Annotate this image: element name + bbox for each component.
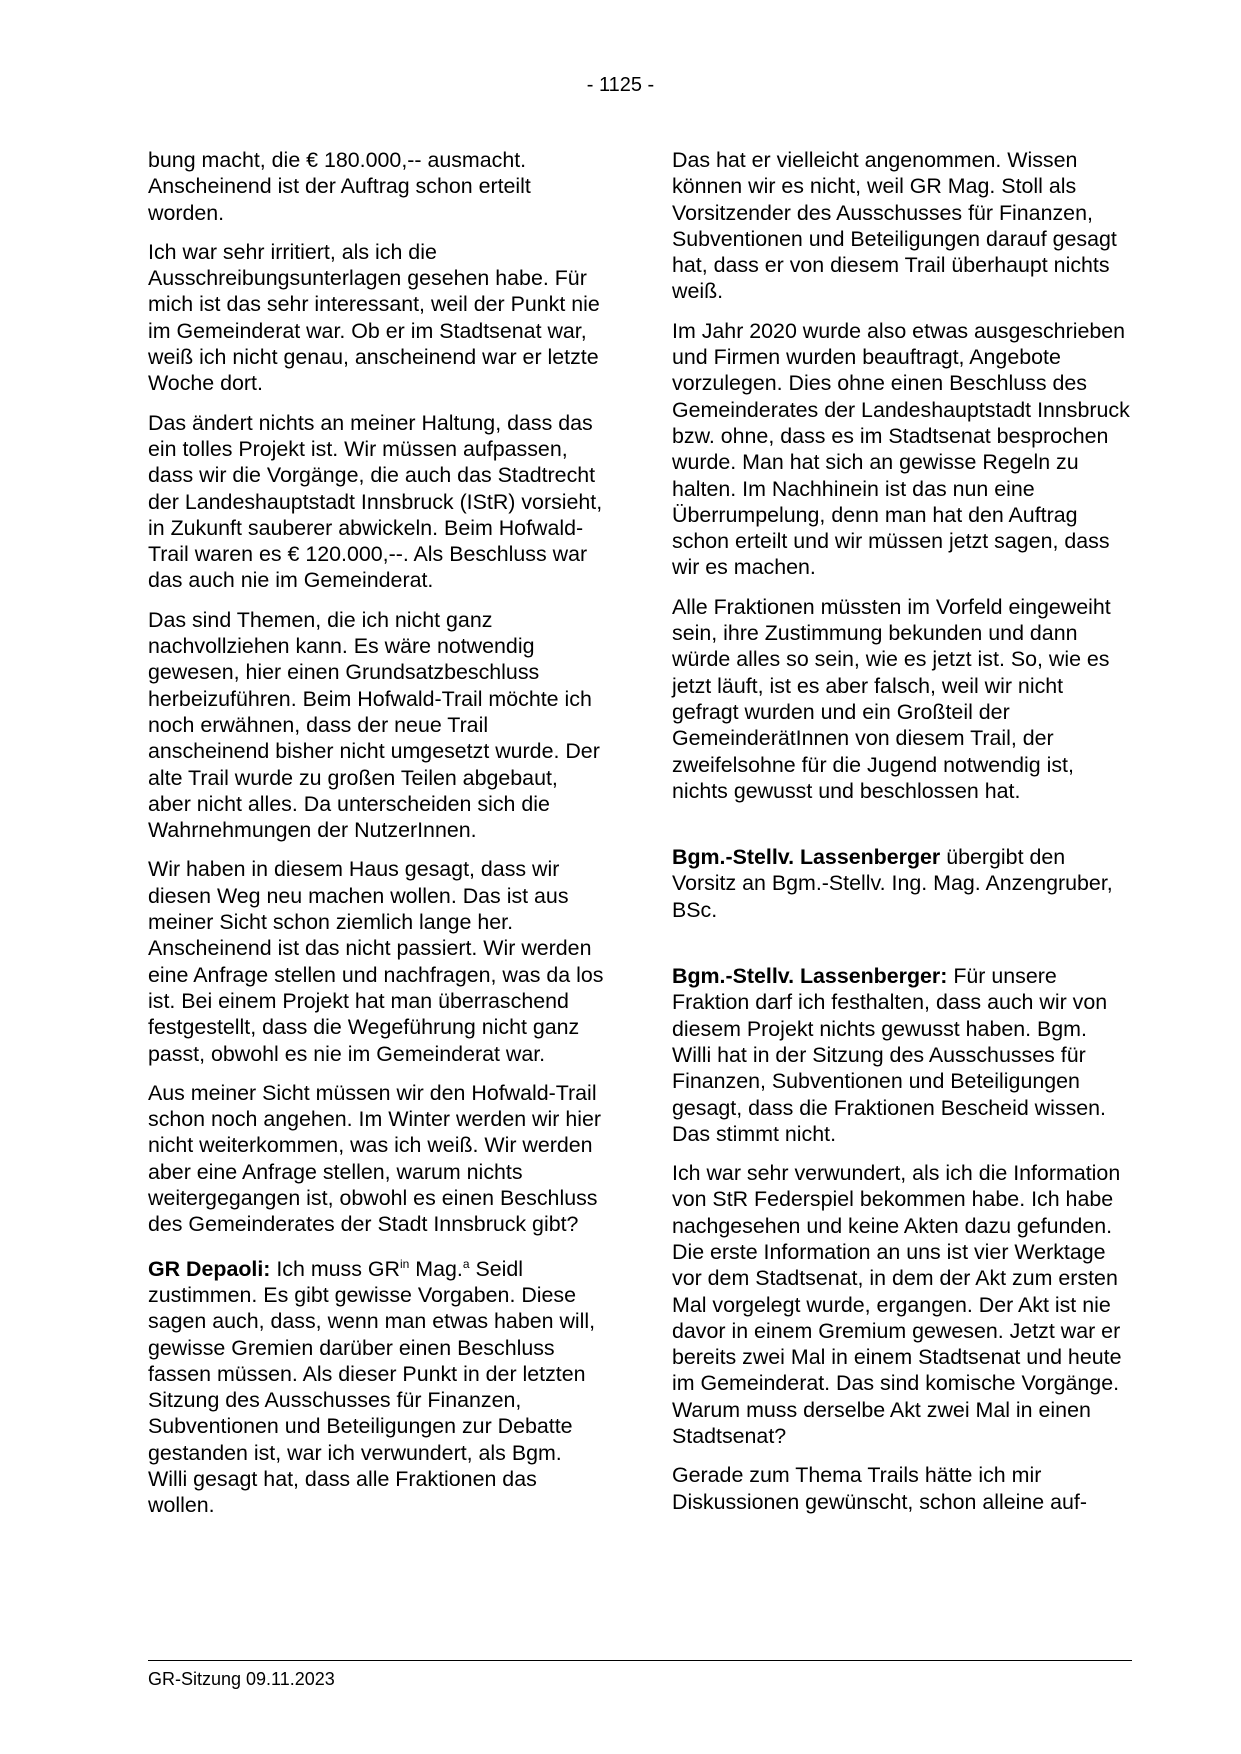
paragraph: Aus meiner Sicht müssen wir den Hofwald-Trail schon noch angehen. Im Winter werden wir hier nicht weiterkommen, was ich weiß. Wir werden aber eine Anfrage stellen, warum nichts weitergegangen ist, obwohl es einen Beschluss des Gemeinderates der Stadt Innsbruck gibt? <box>148 1080 601 1237</box>
paragraph: Ich war sehr irritiert, als ich die Ausschreibungsunterlagen gesehen habe. Für mich ist das sehr interessant, weil der Punkt nie im Gemeinderat war. Ob er im Stadtsenat war, weiß ich nicht genau, anscheinend war er letzte Woche dort. <box>148 239 600 396</box>
right-column <box>672 147 1132 1528</box>
speaker-name: Bgm.-Stellv. Lassenberger <box>672 845 941 870</box>
paragraph: Alle Fraktionen müssten im Vorfeld eingeweiht sein, ihre Zustimmung bekunden und dann würde alles so sein, wie es jetzt ist. So, wie es jetzt läuft, ist es aber falsch, weil wir nicht gefragt wurden und ein Großteil der GemeinderätInnen von diesem Trail, der zweifelsohne für die Jugend notwendig ist, nichts gewusst und beschlossen hat. <box>672 594 1111 803</box>
footer-divider <box>148 1660 1132 1661</box>
speech-paragraph <box>672 963 1132 1147</box>
paragraph: Das sind Themen, die ich nicht ganz nachvollziehen kann. Es wäre notwendig gewesen, hier einen Grundsatzbeschluss herbeizuführen. Beim Hofwald-Trail möchte ich noch erwähnen, dass der neue Trail anscheinend bisher nicht umgesetzt wurde. Der alte Trail wurde zu großen Teilen abgebaut, aber nicht alles. Da unterscheiden sich die Wahrnehmungen der NutzerInnen. <box>148 607 600 843</box>
paragraph: Wir haben in diesem Haus gesagt, dass wir diesen Weg neu machen wollen. Das ist aus meiner Sicht schon ziemlich lange her. Anscheinend ist das nicht passiert. Wir werden eine Anfrage stellen und nachfragen, was da los ist. Bei einem Projekt hat man überraschend festgestellt, dass die Wegeführung nicht ganz passt, obwohl es nie im Gemeinderat war. <box>148 857 604 1066</box>
paragraph: Ich war sehr verwundert, als ich die Information von StR Federspiel bekommen habe. Ich habe nachgesehen und keine Akten dazu gefunden. Die erste Information an uns ist vier Werktage vor dem Stadtsenat, in dem der Akt zum ersten Mal vorgelegt wurde, ergangen. Der Akt ist nie davor in einem Gremium gewesen. Jetzt war er bereits zwei Mal in einem Stadtsenat und heute im Gemeinderat. Das sind komische Vorgänge. Warum muss derselbe Akt zwei Mal in einen Stadtsenat? <box>672 1161 1122 1449</box>
page-number: - 1125 - <box>586 74 655 96</box>
speech-text: Ich muss GR <box>270 1256 400 1281</box>
superscript: in <box>399 1256 410 1271</box>
speaker-name: Bgm.-Stellv. Lassenberger: <box>672 964 948 989</box>
paragraph: Gerade zum Thema Trails hätte ich mir Diskussionen gewünscht, schon alleine auf- <box>672 1463 1087 1514</box>
speech-paragraph <box>148 1251 604 1519</box>
paragraph: Das ändert nichts an meiner Haltung, dass das ein tolles Projekt ist. Wir müssen aufpassen, dass wir die Vorgänge, die auch das Stadtrecht der Landeshauptstadt Innsbruck (IStR) vorsieht, in Zukunft sauberer abwickeln. Beim Hofwald-Trail waren es € 120.000,--. Als Beschluss war das auch nie im Gemeinderat. <box>148 410 603 593</box>
speech-text: Für unsere Fraktion darf ich festhalten, dass auch wir von diesem Projekt nichts gewusst haben. Bgm. Willi hat in der Sitzung des Ausschusses für Finanzen, Subventionen und Beteiligungen gesagt, dass die Fraktionen Bescheid wissen. Das stimmt nicht. <box>672 964 1108 1146</box>
paragraph: bung macht, die € 180.000,-- ausmacht. Anscheinend ist der Auftrag schon erteilt worden. <box>148 148 531 225</box>
paragraph: Im Jahr 2020 wurde also etwas ausgeschrieben und Firmen wurden beauftragt, Angebote vorzulegen. Dies ohne einen Beschluss des Gemeinderates der Landeshauptstadt Innsbruck bzw. ohne, dass es im Stadtsenat besprochen wurde. Man hat sich an gewisse Regeln zu halten. Im Nachhinein ist das nun eine Überrumpelung, denn man hat den Auftrag schon erteilt und wir müssen jetzt sagen, dass wir es machen. <box>672 318 1130 580</box>
footer-session-date: GR-Sitzung 09.11.2023 <box>148 1669 335 1689</box>
paragraph: Das hat er vielleicht angenommen. Wissen können wir es nicht, weil GR Mag. Stoll als Vorsitzender des Ausschusses für Finanzen, Subventionen und Beteiligungen darauf gesagt hat, dass er von diesem Trail überhaupt nichts weiß. <box>672 148 1117 304</box>
speaker-name: GR Depaoli: <box>148 1256 271 1281</box>
speech-text: übergibt den Vorsitz an Bgm.-Stellv. Ing. Mag. Anzengruber, BSc. <box>672 845 1113 922</box>
speech-paragraph <box>672 844 1132 923</box>
speech-text: Mag. <box>409 1256 463 1281</box>
speech-text: Seidl zustimmen. Es gibt gewisse Vorgaben. Diese sagen auch, dass, wenn man etwas haben will, gewisse Gremien darüber einen Beschluss fassen müssen. Als dieser Punkt in der letzten Sitzung des Ausschusses für Finanzen, Subventionen und Beteiligungen zur Debatte gestanden ist, war ich verwundert, als Bgm. Willi gesagt hat, dass alle Fraktionen das wollen. <box>148 1256 596 1518</box>
superscript: a <box>462 1256 470 1271</box>
left-column <box>148 147 604 1532</box>
